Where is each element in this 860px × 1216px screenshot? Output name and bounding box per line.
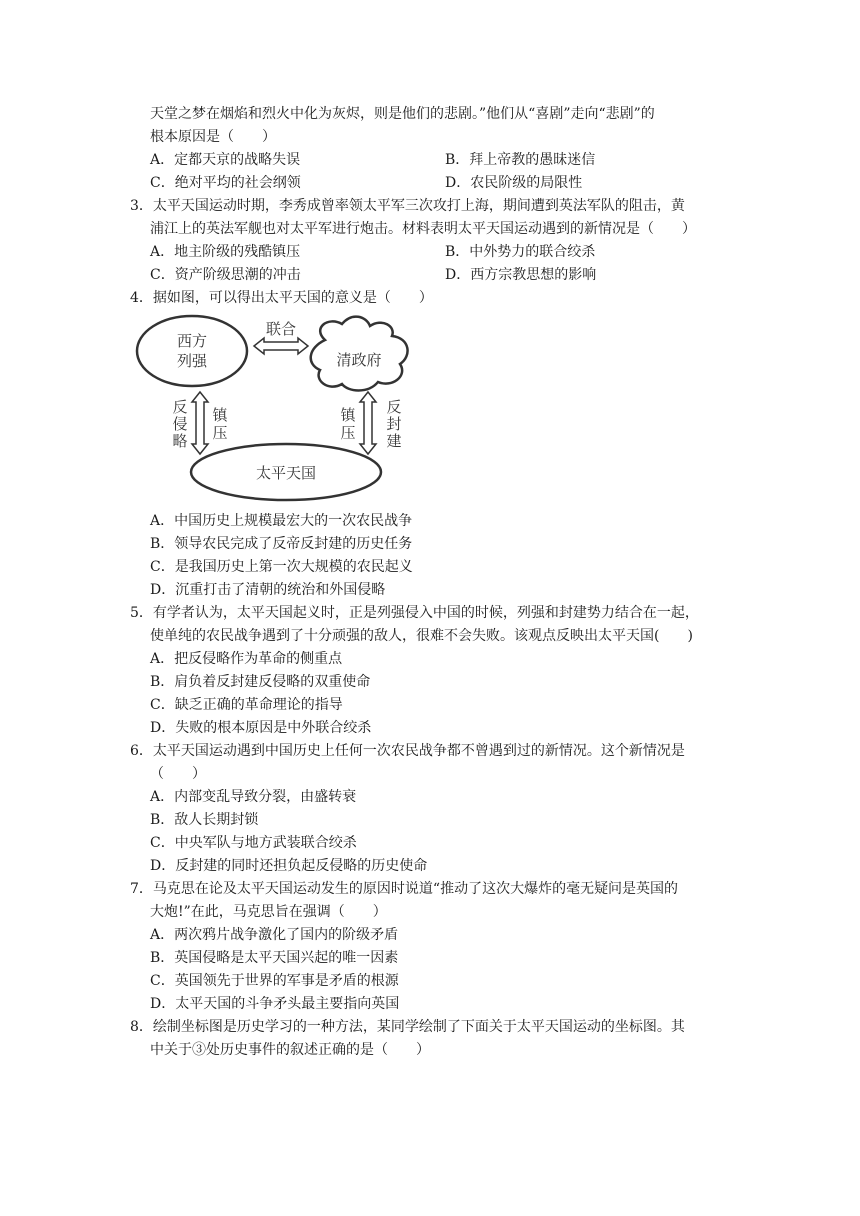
suppress-left-char2: 压 <box>212 424 228 442</box>
q4-option-b: B．领导农民完成了反帝反封建的历史任务 <box>150 536 413 552</box>
anti-aggression-char1: 反 <box>172 398 188 416</box>
q2-option-c: C．绝对平均的社会纲领 <box>150 175 301 191</box>
q7-stem-line1: 7．马克思在论及太平天国运动发生的原因时说道“推动了这次大爆炸的毫无疑问是英国的 <box>130 881 679 897</box>
q3-option-c: C．资产阶级思潮的冲击 <box>150 267 301 283</box>
q5-option-a: A．把反侵略作为革命的侧重点 <box>150 651 343 667</box>
right-double-arrow <box>360 392 376 454</box>
q3-option-a: A．地主阶级的残酷镇压 <box>150 244 301 260</box>
anti-aggression-char2: 侵 <box>172 415 188 433</box>
q2-stem-line1: 天堂之梦在烟焰和烈火中化为灰烬，则是他们的悲剧。”他们从“喜剧”走向“悲剧”的 <box>150 106 655 122</box>
q8-stem-line1: 8．绘制坐标图是历史学习的一种方法，某同学绘制了下面关于太平天国运动的坐标图。其 <box>130 1019 685 1035</box>
q6-stem-line2: （ ） <box>150 766 206 782</box>
left-double-arrow <box>192 392 208 454</box>
q6-stem-line1: 6．太平天国运动遇到中国历史上任何一次农民战争都不曾遇到过的新情况。这个新情况是 <box>130 743 685 759</box>
q5-option-c: C．缺乏正确的革命理论的指导 <box>150 697 343 713</box>
alliance-double-arrow <box>254 338 308 354</box>
q2-stem-line2: 根本原因是（ ） <box>150 129 276 145</box>
q6-option-c: C．中央军队与地方武装联合绞杀 <box>150 835 357 851</box>
q6-option-d: D．反封建的同时还担负起反侵略的历史使命 <box>150 858 428 874</box>
q2-option-a: A．定都天京的战略失误 <box>150 152 301 168</box>
q3-stem-line2: 浦江上的英法军舰也对太平军进行炮击。材料表明太平天国运动遇到的新情况是（ ） <box>150 221 696 237</box>
suppress-left-char1: 镇 <box>212 406 228 424</box>
q6-option-a: A．内部变乱导致分裂，由盛转衰 <box>150 789 357 805</box>
q5-option-d: D．失败的根本原因是中外联合绞杀 <box>150 720 372 736</box>
western-powers-label2: 列强 <box>176 352 208 370</box>
anti-feudal-char2: 封 <box>386 415 402 433</box>
q5-stem-line1: 5．有学者认为，太平天国起义时，正是列强侵入中国的时候，列强和封建势力结合在一起， <box>130 605 699 621</box>
suppress-right-char1: 镇 <box>340 406 356 424</box>
q4-option-c: C．是我国历史上第一次大规模的农民起义 <box>150 559 413 575</box>
q4-option-d: D．沉重打击了清朝的统治和外国侵略 <box>150 582 386 598</box>
anti-feudal-char3: 建 <box>386 432 402 450</box>
q7-option-a: A．两次鸦片战争激化了国内的阶级矛盾 <box>150 927 399 943</box>
taiping-label: 太平天国 <box>255 464 317 482</box>
suppress-right-char2: 压 <box>340 424 356 442</box>
q3-stem-line1: 3．太平天国运动时期，李秀成曾率领太平军三次攻打上海，期间遭到英法军队的阻击，黄 <box>130 198 685 214</box>
q6-option-b: B．敌人长期封锁 <box>150 812 259 828</box>
q3-option-b: B．中外势力的联合绞杀 <box>445 244 596 260</box>
q4-option-a: A．中国历史上规模最宏大的一次农民战争 <box>150 513 413 529</box>
q2-option-b: B．拜上帝教的愚昧迷信 <box>445 152 596 168</box>
qing-government-label: 清政府 <box>336 351 382 369</box>
q3-option-d: D．西方宗教思想的影响 <box>445 267 597 283</box>
q4-relationship-diagram <box>130 310 422 504</box>
q4-stem-line1: 4．据如图，可以得出太平天国的意义是（ ） <box>130 290 433 306</box>
q7-option-b: B．英国侵略是太平天国兴起的唯一因素 <box>150 950 399 966</box>
anti-feudal-char1: 反 <box>386 398 402 416</box>
q8-stem-line2: 中关于③处历史事件的叙述正确的是（ ） <box>150 1042 430 1058</box>
western-powers-ellipse <box>137 316 247 386</box>
q7-stem-line2: 大炮!”在此，马克思旨在强调（ ） <box>150 904 387 920</box>
q7-option-d: D．太平天国的斗争矛头最主要指向英国 <box>150 996 400 1012</box>
q2-option-d: D．农民阶级的局限性 <box>445 175 583 191</box>
alliance-label: 联合 <box>265 320 297 338</box>
q5-option-b: B．肩负着反封建反侵略的双重使命 <box>150 674 371 690</box>
q5-stem-line2: 使单纯的农民战争遇到了十分顽强的敌人，很难不会失败。该观点反映出太平天国( ) <box>150 628 693 644</box>
western-powers-label1: 西方 <box>176 332 208 350</box>
q7-option-c: C．英国领先于世界的军事是矛盾的根源 <box>150 973 399 989</box>
anti-aggression-char3: 略 <box>172 432 188 450</box>
